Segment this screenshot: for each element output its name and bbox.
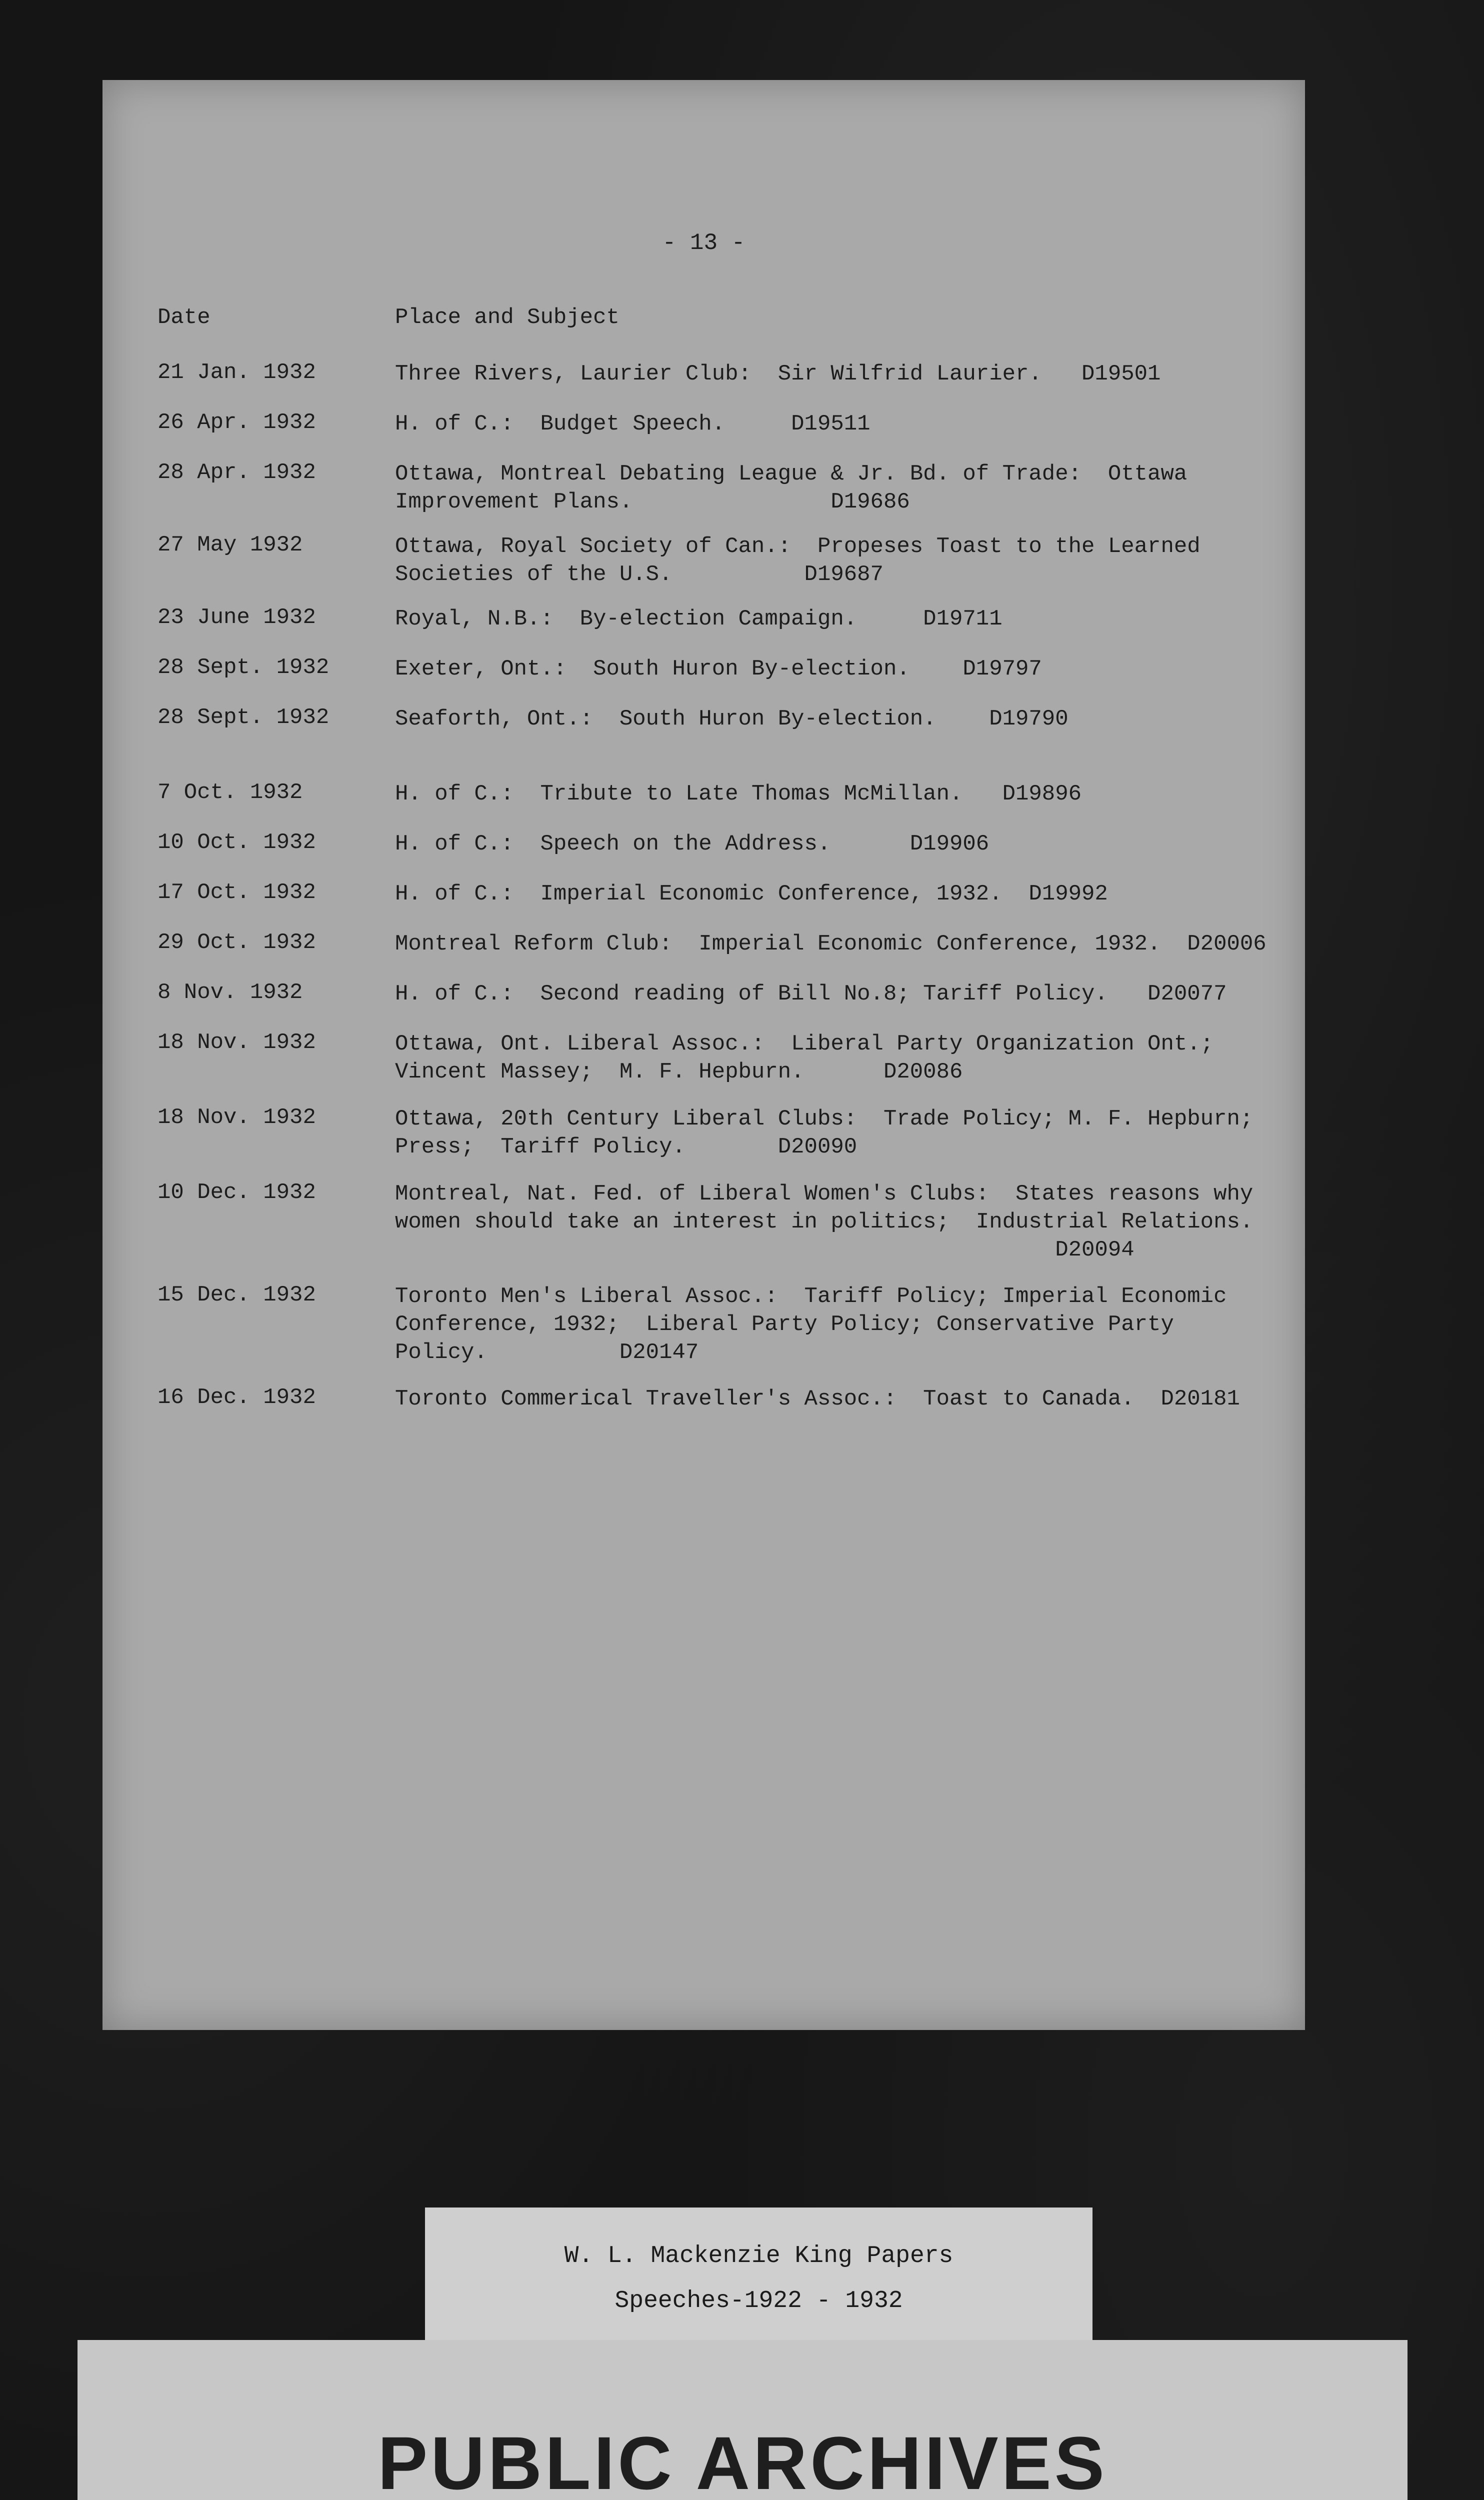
entry-date: 28 Apr. 1932: [158, 460, 316, 485]
entry-text: Ottawa, 20th Century Liberal Clubs: Trade Policy; M. F. Hepburn; Press; Tariff Policy. D20090: [395, 1106, 1254, 1160]
entry-text: Montreal Reform Club: Imperial Economic Conference, 1932. D20006: [395, 932, 1266, 956]
entry-date: 7 Oct. 1932: [158, 780, 303, 805]
entry-text: Montreal, Nat. Fed. of Liberal Women's Clubs: States reasons why women should take an interest in politics; Industrial Relations. D20094: [395, 1182, 1254, 1262]
entry-text: H. of C.: Second reading of Bill No.8; Tariff Policy. D20077: [395, 982, 1227, 1006]
entry-date: 21 Jan. 1932: [158, 360, 316, 385]
entry-text: Royal, N.B.: By-election Campaign. D19711: [395, 606, 1002, 632]
entry-date: 28 Sept. 1932: [158, 705, 330, 730]
column-header-place: Place and Subject: [395, 305, 620, 330]
archive-label: [78, 2340, 1408, 2500]
entry-text: Exeter, Ont.: South Huron By-election. D19797: [395, 656, 1042, 682]
entry-date: 18 Nov. 1932: [158, 1030, 316, 1055]
entry-text: Toronto Commerical Traveller's Assoc.: Toast to Canada. D20181: [395, 1386, 1240, 1412]
page-number: - 13 -: [662, 230, 746, 256]
entry-date: 17 Oct. 1932: [158, 880, 316, 905]
entry-text: Ottawa, Ont. Liberal Assoc.: Liberal Party Organization Ont.; Vincent Massey; M. F. Hepburn. D20086: [395, 1032, 1214, 1084]
collection-label-title: W. L. Mackenzie King Papers: [564, 2242, 954, 2270]
entry-date: 10 Oct. 1932: [158, 830, 316, 855]
entry-date: 8 Nov. 1932: [158, 980, 303, 1005]
entry-date: 10 Dec. 1932: [158, 1180, 316, 1205]
entry-date: 27 May 1932: [158, 532, 303, 558]
entry-date: 15 Dec. 1932: [158, 1282, 316, 1308]
entry-date: 23 June 1932: [158, 605, 316, 630]
collection-label: [425, 2208, 1092, 2340]
entry-text: Seaforth, Ont.: South Huron By-election. D19790: [395, 706, 1068, 732]
entry-date: 26 Apr. 1932: [158, 410, 316, 435]
column-header-date: Date: [158, 305, 210, 330]
entry-date: 29 Oct. 1932: [158, 930, 316, 955]
entry-text: Ottawa, Royal Society of Can.: Propeses Toast to the Learned Societies of the U.S. D19687: [395, 534, 1200, 587]
entry-text: H. of C.: Budget Speech. D19511: [395, 412, 870, 436]
entry-text: Toronto Men's Liberal Assoc.: Tariff Policy; Imperial Economic Conference, 1932; Liberal Party Policy; Conservative Party Policy. D20147: [395, 1284, 1227, 1365]
entry-text: Three Rivers, Laurier Club: Sir Wilfrid Laurier. D19501: [395, 362, 1161, 386]
document-page: [102, 80, 1305, 2030]
entry-text: H. of C.: Tribute to Late Thomas McMillan. D19896: [395, 782, 1082, 806]
collection-label-series: Speeches-1922 - 1932: [614, 2288, 903, 2314]
entry-date: 16 Dec. 1932: [158, 1385, 316, 1410]
entry-text: H. of C.: Speech on the Address. D19906: [395, 832, 990, 856]
entry-date: 28 Sept. 1932: [158, 655, 330, 680]
archive-label-english: PUBLIC ARCHIVES: [378, 2421, 1108, 2500]
entry-date: 18 Nov. 1932: [158, 1105, 316, 1130]
entry-text: H. of C.: Imperial Economic Conference, 1932. D19992: [395, 882, 1108, 906]
entry-text: Ottawa, Montreal Debating League & Jr. Bd. of Trade: Ottawa Improvement Plans. D19686: [395, 462, 1188, 514]
